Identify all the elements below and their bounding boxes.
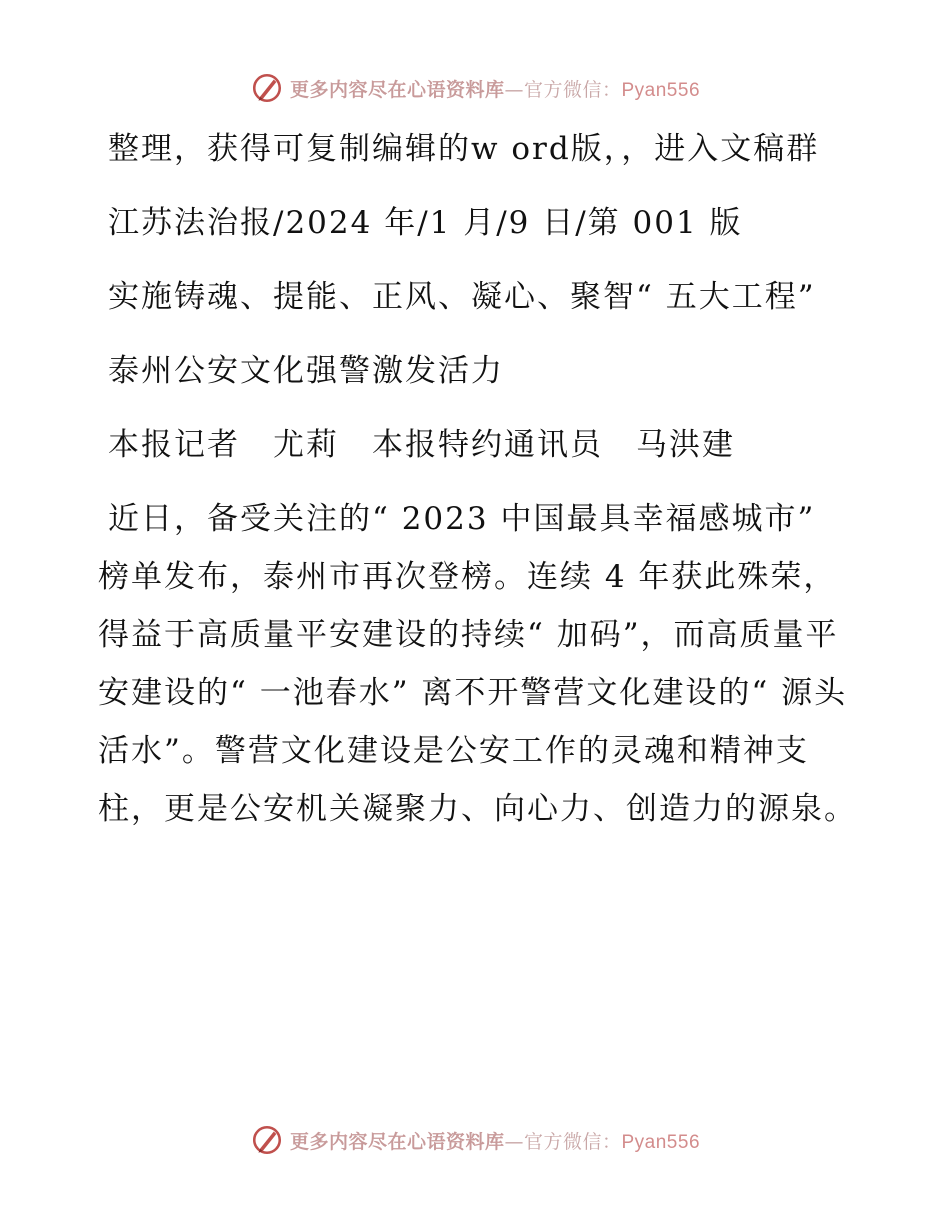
watermark-wechat-label: 官方微信：: [523, 1130, 622, 1153]
pen-logo-icon: [250, 1123, 284, 1157]
pen-logo-icon: [250, 71, 284, 105]
footer-watermark: [0, 1122, 950, 1158]
byline: 本报记者 尤莉 本报特约通讯员 马洪建: [108, 427, 735, 463]
watermark-text: [290, 75, 700, 102]
body-paragraph: 近日，备受关注的“ 2023 中国最具幸福感城市” 榜单发布，泰州市再次登榜。连续 4 年获此殊荣，得益于高质量平安建设的持续“ 加码”，而高质量平安建设的“ 一池春水” 离不开警营文化建设的“ 源头活水”。警营文化建设是公安工作的灵魂和精神支柱，更是公安机关凝聚力、向心力、创造力的源泉。: [98, 501, 857, 827]
watermark-separator: —: [504, 78, 524, 101]
intro-note: 整理，获得可复制编辑的w ord版，，进入文稿群: [108, 131, 820, 167]
watermark-wechat-id: Pyan556: [621, 79, 701, 101]
watermark-library: 更多内容尽在心语资料库: [289, 1130, 505, 1153]
watermark-wechat-label: 官方微信：: [523, 78, 622, 101]
header-watermark: [0, 70, 950, 106]
headline-subtitle: 实施铸魂、提能、正风、凝心、聚智“ 五大工程”: [108, 279, 816, 315]
watermark-library: 更多内容尽在心语资料库: [289, 78, 505, 101]
document-body: [98, 120, 858, 854]
watermark-wechat-id: Pyan556: [621, 1131, 701, 1153]
headline-title: 泰州公安文化强警激发活力: [108, 353, 504, 389]
watermark-separator: —: [504, 1130, 524, 1153]
watermark-text: [290, 1127, 700, 1154]
source-line: 江苏法治报/2024 年/1 月/9 日/第 001 版: [108, 205, 743, 241]
